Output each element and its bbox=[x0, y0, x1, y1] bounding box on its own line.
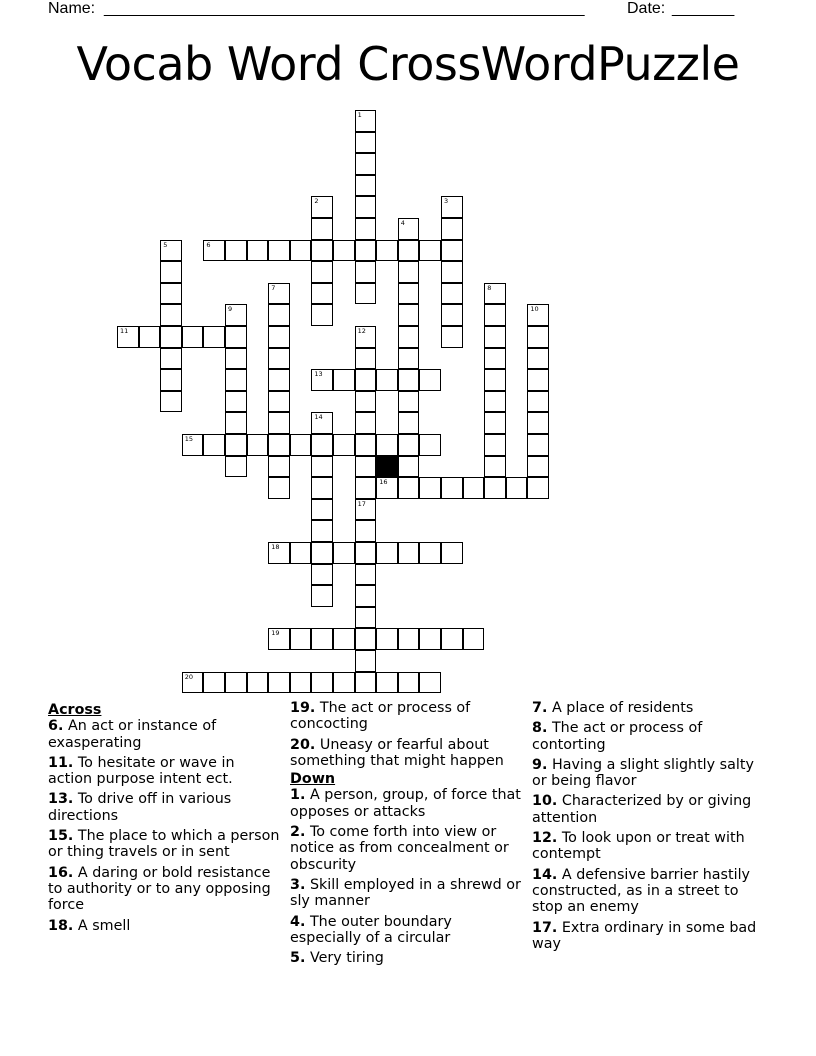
grid-cell[interactable] bbox=[268, 240, 290, 262]
grid-cell[interactable] bbox=[376, 240, 398, 262]
grid-cell[interactable] bbox=[527, 391, 549, 413]
grid-cell[interactable] bbox=[398, 628, 420, 650]
grid-cell[interactable] bbox=[355, 348, 377, 370]
clue-number: 6 bbox=[206, 240, 211, 249]
grid-cell[interactable] bbox=[355, 218, 377, 240]
clue-number: 12 bbox=[357, 327, 366, 335]
grid-cell[interactable] bbox=[311, 456, 333, 478]
date-label: Date: bbox=[627, 0, 666, 17]
grid-cell[interactable] bbox=[441, 240, 463, 262]
grid-cell[interactable] bbox=[203, 326, 225, 348]
grid-cell[interactable] bbox=[484, 369, 506, 391]
grid-cell[interactable] bbox=[225, 348, 247, 370]
grid-cell[interactable] bbox=[182, 672, 204, 694]
grid-cell[interactable] bbox=[398, 304, 420, 326]
grid-cell[interactable] bbox=[311, 672, 333, 694]
grid-cell[interactable] bbox=[268, 369, 290, 391]
clue-down-8: 8. The act or process of contorting bbox=[532, 720, 703, 753]
grid-cell[interactable] bbox=[268, 412, 290, 434]
grid-cell[interactable] bbox=[441, 304, 463, 326]
grid-cell[interactable] bbox=[311, 628, 333, 650]
grid-cell[interactable] bbox=[225, 434, 247, 456]
grid-cell[interactable] bbox=[225, 412, 247, 434]
grid-cell[interactable] bbox=[376, 477, 398, 499]
grid-cell[interactable] bbox=[419, 369, 441, 391]
grid-cell[interactable] bbox=[355, 585, 377, 607]
grid-cell[interactable] bbox=[355, 283, 377, 305]
grid-cell[interactable] bbox=[225, 369, 247, 391]
grid-cell[interactable] bbox=[398, 477, 420, 499]
grid-cell[interactable] bbox=[268, 456, 290, 478]
clue-down-9: 9. Having a slight slightly salty or being flavor bbox=[532, 756, 754, 790]
grid-cell[interactable] bbox=[268, 283, 290, 305]
grid-cell[interactable] bbox=[419, 672, 441, 694]
grid-cell[interactable] bbox=[355, 628, 377, 650]
grid-cell[interactable] bbox=[203, 672, 225, 694]
clues-column-1 bbox=[48, 700, 283, 938]
across-heading: Across bbox=[48, 702, 102, 718]
grid-cell[interactable] bbox=[225, 240, 247, 262]
grid-cell[interactable] bbox=[398, 283, 420, 305]
grid-cell[interactable] bbox=[268, 628, 290, 650]
grid-cell[interactable] bbox=[398, 326, 420, 348]
grid-cell[interactable] bbox=[355, 650, 377, 672]
grid-cell[interactable] bbox=[247, 672, 269, 694]
grid-cell[interactable] bbox=[355, 196, 377, 218]
grid-cell[interactable] bbox=[290, 434, 312, 456]
down-heading: Down bbox=[290, 771, 336, 788]
grid-cell[interactable] bbox=[376, 434, 398, 456]
grid-cell[interactable] bbox=[527, 434, 549, 456]
grid-cell[interactable] bbox=[527, 477, 549, 499]
grid-cell[interactable] bbox=[160, 348, 182, 370]
grid-cell[interactable] bbox=[419, 477, 441, 499]
clue-number: 2 bbox=[314, 197, 319, 206]
grid-cell[interactable] bbox=[311, 499, 333, 521]
clue-across-15: 15. The place to which a person or thing travels or in sent bbox=[48, 828, 280, 861]
grid-cell[interactable] bbox=[484, 477, 506, 499]
clue-down-17: 17. Extra ordinary in some bad way bbox=[532, 919, 757, 952]
grid-cell[interactable] bbox=[506, 477, 528, 499]
grid-cell[interactable] bbox=[484, 304, 506, 326]
clue-across-19: 19. The act or process of concocting bbox=[290, 700, 471, 733]
clue-number: 8 bbox=[487, 283, 492, 292]
grid-cell[interactable] bbox=[160, 283, 182, 305]
grid-cell[interactable] bbox=[203, 240, 225, 262]
grid-cell[interactable] bbox=[355, 499, 377, 521]
clue-number: 11 bbox=[120, 327, 129, 335]
grid-cell[interactable] bbox=[441, 326, 463, 348]
grid-cell[interactable] bbox=[160, 304, 182, 326]
grid-cell[interactable] bbox=[398, 434, 420, 456]
grid-cell[interactable] bbox=[441, 283, 463, 305]
grid-cell[interactable] bbox=[355, 520, 377, 542]
grid-cell[interactable] bbox=[419, 542, 441, 564]
grid-cell[interactable] bbox=[225, 672, 247, 694]
clue-down-3: 3. Skill employed in a shrewd or sly manner bbox=[290, 876, 521, 910]
clue-across-16: 16. A daring or bold resistance to authority or to any opposing force bbox=[48, 864, 271, 914]
clue-across-20: 20. Uneasy or fearful about something that might happen bbox=[290, 736, 504, 769]
grid-cell[interactable] bbox=[268, 348, 290, 370]
grid-cell[interactable] bbox=[398, 391, 420, 413]
clue-down-5: 5. Very tiring bbox=[290, 950, 384, 967]
clue-across-11: 11. To hesitate or wave in action purpose intent ect. bbox=[48, 754, 235, 788]
grid-cell[interactable] bbox=[225, 304, 247, 326]
clue-down-7: 7. A place of residents bbox=[532, 700, 694, 716]
grid-cell[interactable] bbox=[527, 369, 549, 391]
grid-cell[interactable] bbox=[355, 369, 377, 391]
grid-cell[interactable] bbox=[333, 369, 355, 391]
grid-cell[interactable] bbox=[311, 477, 333, 499]
clue-number: 18 bbox=[271, 543, 280, 551]
grid-cell[interactable] bbox=[527, 326, 549, 348]
grid-cell[interactable] bbox=[398, 261, 420, 283]
clue-down-1: 1. A person, group, of force that opposes or attacks bbox=[290, 787, 521, 820]
grid-cell[interactable] bbox=[398, 412, 420, 434]
grid-cell[interactable] bbox=[355, 564, 377, 586]
grid-cell[interactable] bbox=[441, 477, 463, 499]
grid-cell[interactable] bbox=[484, 412, 506, 434]
clue-down-14: 14. A defensive barrier hastily constructed, as in a street to stop an enemy bbox=[532, 866, 750, 916]
grid-cell[interactable] bbox=[268, 477, 290, 499]
grid-cell[interactable] bbox=[268, 672, 290, 694]
grid-cell[interactable] bbox=[333, 672, 355, 694]
grid-cell[interactable] bbox=[268, 542, 290, 564]
grid-cell[interactable] bbox=[398, 218, 420, 240]
grid-cell[interactable] bbox=[160, 326, 182, 348]
grid-cell[interactable] bbox=[484, 326, 506, 348]
grid-cell[interactable] bbox=[355, 391, 377, 413]
grid-cell[interactable] bbox=[355, 456, 377, 478]
grid-cell[interactable] bbox=[355, 412, 377, 434]
name-field[interactable]: ______________________________________________________ bbox=[104, 0, 585, 17]
clue-number: 15 bbox=[184, 435, 194, 443]
grid-cell[interactable] bbox=[355, 110, 377, 132]
clue-across-13: 13. To drive off in various directions bbox=[48, 791, 232, 824]
clue-down-12: 12. To look upon or treat with contempt bbox=[532, 830, 745, 863]
grid-cell[interactable] bbox=[355, 607, 377, 629]
grid-cell[interactable] bbox=[311, 542, 333, 564]
clue-number: 13 bbox=[314, 370, 323, 379]
grid-cell[interactable] bbox=[182, 434, 204, 456]
grid-cell[interactable] bbox=[355, 542, 377, 564]
grid-cell[interactable] bbox=[225, 391, 247, 413]
grid-cell[interactable] bbox=[355, 672, 377, 694]
grid-cell[interactable] bbox=[268, 434, 290, 456]
grid-cell[interactable] bbox=[117, 326, 139, 348]
clue-number: 19 bbox=[271, 629, 280, 638]
grid-cell[interactable] bbox=[398, 542, 420, 564]
grid-cell[interactable] bbox=[441, 261, 463, 283]
clue-number: 10 bbox=[530, 305, 539, 314]
clue-number: 17 bbox=[357, 499, 366, 508]
grid-cell[interactable] bbox=[160, 369, 182, 391]
clue-across-6: 6. An act or instance of exasperating bbox=[48, 718, 217, 751]
grid-cell[interactable] bbox=[398, 672, 420, 694]
grid-cell[interactable] bbox=[355, 261, 377, 283]
grid-cell[interactable] bbox=[311, 218, 333, 240]
clue-number: 5 bbox=[163, 240, 168, 249]
clue-number: 1 bbox=[357, 111, 362, 119]
grid-cell[interactable] bbox=[203, 434, 225, 456]
grid-cell[interactable] bbox=[311, 304, 333, 326]
grid-cell[interactable] bbox=[333, 542, 355, 564]
grid-cell[interactable] bbox=[311, 196, 333, 218]
grid-cell[interactable] bbox=[527, 412, 549, 434]
grid-cell[interactable] bbox=[419, 628, 441, 650]
grid-cell[interactable] bbox=[398, 369, 420, 391]
grid-cell[interactable] bbox=[419, 240, 441, 262]
grid-cell[interactable] bbox=[398, 456, 420, 478]
grid-cell[interactable] bbox=[311, 283, 333, 305]
grid-cell[interactable] bbox=[290, 542, 312, 564]
name-label: Name: bbox=[48, 0, 96, 17]
grid-cell[interactable] bbox=[311, 520, 333, 542]
grid-cell[interactable] bbox=[311, 564, 333, 586]
grid-cell[interactable] bbox=[160, 240, 182, 262]
grid-cell[interactable] bbox=[311, 585, 333, 607]
grid-cell[interactable] bbox=[311, 412, 333, 434]
grid-cell[interactable] bbox=[355, 175, 377, 197]
grid-cell[interactable] bbox=[441, 196, 463, 218]
clue-down-2: 2. To come forth into view or notice as from concealment or obscurity bbox=[290, 824, 509, 873]
grid-cell[interactable] bbox=[484, 283, 506, 305]
clue-number: 7 bbox=[271, 283, 276, 292]
grid-cell[interactable] bbox=[484, 456, 506, 478]
grid-cell[interactable] bbox=[398, 240, 420, 262]
grid-cell[interactable] bbox=[333, 628, 355, 650]
grid-cell[interactable] bbox=[441, 542, 463, 564]
clue-down-10: 10. Characterized by or giving attention bbox=[532, 793, 752, 826]
grid-cell[interactable] bbox=[419, 434, 441, 456]
clues-column-3 bbox=[532, 700, 772, 956]
grid-cell[interactable] bbox=[268, 391, 290, 413]
black-square bbox=[376, 456, 398, 478]
grid-cell[interactable] bbox=[355, 477, 377, 499]
grid-cell[interactable] bbox=[160, 261, 182, 283]
grid-cell[interactable] bbox=[484, 348, 506, 370]
grid-cell[interactable] bbox=[333, 240, 355, 262]
grid-cell[interactable] bbox=[182, 326, 204, 348]
grid-cell[interactable] bbox=[139, 326, 161, 348]
grid-cell[interactable] bbox=[355, 240, 377, 262]
grid-cell[interactable] bbox=[376, 672, 398, 694]
grid-cell[interactable] bbox=[290, 628, 312, 650]
grid-cell[interactable] bbox=[376, 542, 398, 564]
grid-cell[interactable] bbox=[463, 628, 485, 650]
clue-number: 3 bbox=[444, 197, 449, 206]
grid-cell[interactable] bbox=[311, 240, 333, 262]
grid-cell[interactable] bbox=[527, 304, 549, 326]
grid-cell[interactable] bbox=[463, 477, 485, 499]
grid-cell[interactable] bbox=[290, 672, 312, 694]
grid-cell[interactable] bbox=[527, 456, 549, 478]
clues-column-2 bbox=[290, 700, 525, 970]
grid-cell[interactable] bbox=[268, 326, 290, 348]
grid-cell[interactable] bbox=[247, 434, 269, 456]
grid-cell[interactable] bbox=[311, 434, 333, 456]
clue-number: 9 bbox=[228, 305, 233, 314]
grid-cell[interactable] bbox=[376, 628, 398, 650]
grid-cell[interactable] bbox=[311, 261, 333, 283]
grid-cell[interactable] bbox=[290, 240, 312, 262]
grid-cell[interactable] bbox=[268, 304, 290, 326]
clue-down-4: 4. The outer boundary especially of a circular bbox=[290, 913, 452, 946]
clue-number: 20 bbox=[184, 672, 194, 681]
clue-number: 14 bbox=[314, 413, 323, 422]
date-field[interactable]: _______ bbox=[672, 0, 735, 17]
grid-cell[interactable] bbox=[527, 348, 549, 370]
clue-across-18: 18. A smell bbox=[48, 917, 131, 934]
clue-number: 16 bbox=[379, 478, 388, 487]
clue-number: 4 bbox=[400, 219, 405, 227]
grid-cell[interactable] bbox=[484, 391, 506, 413]
grid-cell[interactable] bbox=[398, 348, 420, 370]
page-title: Vocab Word CrossWordPuzzle bbox=[76, 37, 740, 91]
grid-cell[interactable] bbox=[160, 391, 182, 413]
grid-cell[interactable] bbox=[333, 434, 355, 456]
grid-cell[interactable] bbox=[355, 434, 377, 456]
grid-cell[interactable] bbox=[355, 326, 377, 348]
grid-cell[interactable] bbox=[355, 132, 377, 154]
grid-cell[interactable] bbox=[376, 369, 398, 391]
grid-cell[interactable] bbox=[355, 153, 377, 175]
grid-cell[interactable] bbox=[247, 240, 269, 262]
grid-cell[interactable] bbox=[441, 218, 463, 240]
grid-cell[interactable] bbox=[441, 628, 463, 650]
grid-cell[interactable] bbox=[225, 326, 247, 348]
grid-cell[interactable] bbox=[311, 369, 333, 391]
grid-cell[interactable] bbox=[484, 434, 506, 456]
grid-cell[interactable] bbox=[225, 456, 247, 478]
